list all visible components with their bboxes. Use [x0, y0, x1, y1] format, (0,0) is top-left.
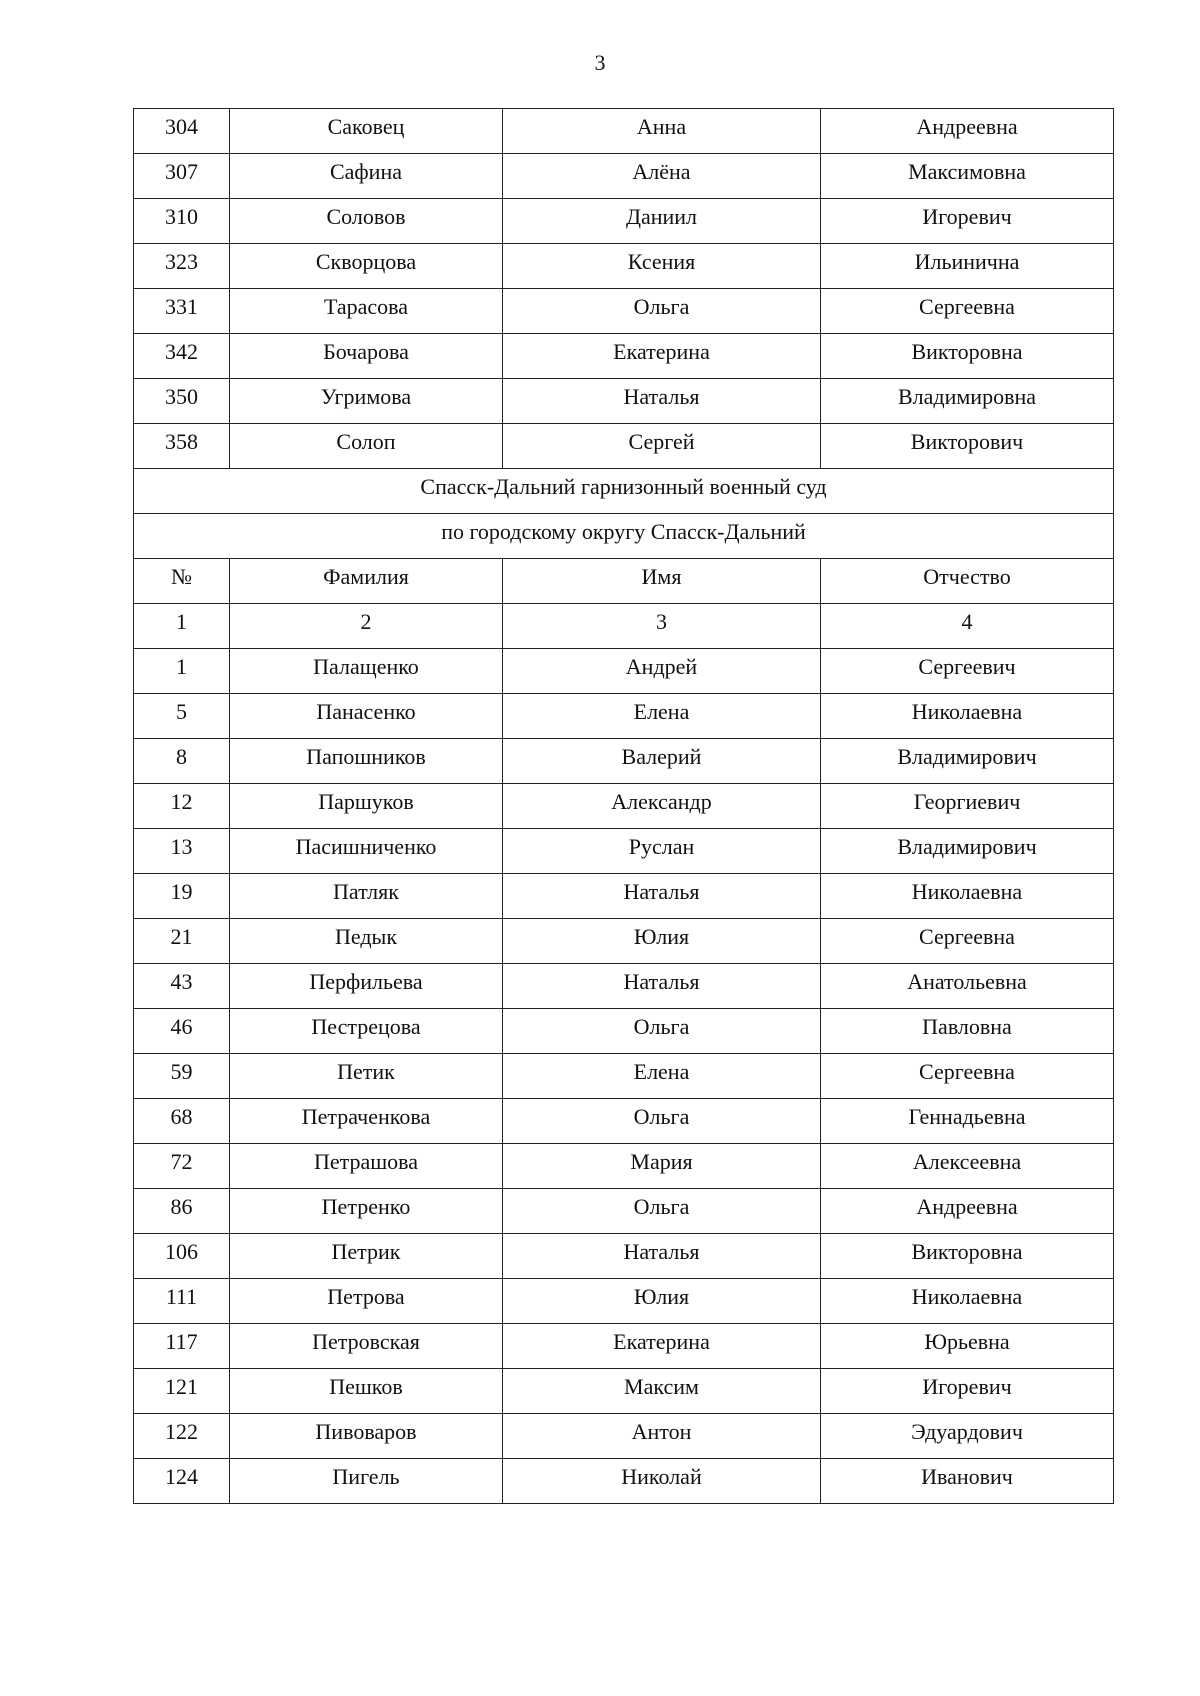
table-row: [134, 829, 1114, 874]
cell-family: Палащенко: [230, 649, 503, 694]
cell-patronymic: Викторовна: [821, 1234, 1114, 1279]
cell-family: Петровская: [230, 1324, 503, 1369]
cell-name: Елена: [503, 1054, 821, 1099]
cell-family: Пасишниченко: [230, 829, 503, 874]
cell-patronymic: Юрьевна: [821, 1324, 1114, 1369]
cell-number: 124: [134, 1459, 230, 1504]
cell-patronymic: Николаевна: [821, 874, 1114, 919]
section-row-2: [134, 514, 1114, 559]
cell-name: Наталья: [503, 964, 821, 1009]
table-row: [134, 379, 1114, 424]
cell-patronymic: Геннадьевна: [821, 1099, 1114, 1144]
cell-name: Анна: [503, 109, 821, 154]
table-row: [134, 1459, 1114, 1504]
cell-family: Скворцова: [230, 244, 503, 289]
cell-name: Ольга: [503, 1099, 821, 1144]
table-row: [134, 334, 1114, 379]
cell-family: Саковец: [230, 109, 503, 154]
cell-family: Пешков: [230, 1369, 503, 1414]
cell-number: 19: [134, 874, 230, 919]
cell-family: Тарасова: [230, 289, 503, 334]
main-rows: [134, 649, 1114, 1504]
section-heading: [134, 469, 1114, 649]
cell-patronymic: Алексеевна: [821, 1144, 1114, 1189]
cell-patronymic: Сергеевна: [821, 919, 1114, 964]
cell-patronymic: Максимовна: [821, 154, 1114, 199]
cell-number: 21: [134, 919, 230, 964]
table-row: [134, 784, 1114, 829]
cell-number: 121: [134, 1369, 230, 1414]
cell-name: Наталья: [503, 874, 821, 919]
cell-number: 8: [134, 739, 230, 784]
cell-number: 304: [134, 109, 230, 154]
cell-family: Соловов: [230, 199, 503, 244]
table-row: [134, 1009, 1114, 1054]
cell-name: Валерий: [503, 739, 821, 784]
table-row: [134, 154, 1114, 199]
juror-list-table: [133, 108, 1114, 1504]
cell-patronymic: Сергеевна: [821, 1054, 1114, 1099]
table-row: [134, 109, 1114, 154]
cell-patronymic: Игоревич: [821, 1369, 1114, 1414]
cell-number: 106: [134, 1234, 230, 1279]
cell-family: Папошников: [230, 739, 503, 784]
header-num: №: [134, 559, 230, 604]
cell-number: 122: [134, 1414, 230, 1459]
cell-patronymic: Иванович: [821, 1459, 1114, 1504]
cell-name: Даниил: [503, 199, 821, 244]
cell-patronymic: Ильинична: [821, 244, 1114, 289]
table-row: [134, 244, 1114, 289]
top-rows: [134, 109, 1114, 469]
cell-patronymic: Анатольевна: [821, 964, 1114, 1009]
cell-number: 358: [134, 424, 230, 469]
cell-name: Ольга: [503, 1009, 821, 1054]
juror-list-table-container: [133, 108, 1113, 1504]
cell-number: 68: [134, 1099, 230, 1144]
cell-patronymic: Игоревич: [821, 199, 1114, 244]
cell-family: Патляк: [230, 874, 503, 919]
cell-number: 72: [134, 1144, 230, 1189]
cell-number: 59: [134, 1054, 230, 1099]
header-patronymic: Отчество: [821, 559, 1114, 604]
cell-number: 310: [134, 199, 230, 244]
cell-family: Сафина: [230, 154, 503, 199]
column-number: 3: [503, 604, 821, 649]
cell-number: 323: [134, 244, 230, 289]
cell-patronymic: Викторовна: [821, 334, 1114, 379]
table-row: [134, 289, 1114, 334]
cell-name: Елена: [503, 694, 821, 739]
table-row: [134, 739, 1114, 784]
cell-patronymic: Николаевна: [821, 694, 1114, 739]
cell-family: Паршуков: [230, 784, 503, 829]
cell-name: Руслан: [503, 829, 821, 874]
cell-patronymic: Сергеевна: [821, 289, 1114, 334]
cell-name: Ксения: [503, 244, 821, 289]
cell-family: Петренко: [230, 1189, 503, 1234]
cell-name: Ольга: [503, 289, 821, 334]
column-number: 1: [134, 604, 230, 649]
cell-number: 5: [134, 694, 230, 739]
cell-family: Петик: [230, 1054, 503, 1099]
cell-family: Петраченкова: [230, 1099, 503, 1144]
table-row: [134, 1234, 1114, 1279]
cell-name: Максим: [503, 1369, 821, 1414]
cell-patronymic: Георгиевич: [821, 784, 1114, 829]
column-number: 2: [230, 604, 503, 649]
cell-patronymic: Владимирович: [821, 739, 1114, 784]
cell-family: Угримова: [230, 379, 503, 424]
header-name: Имя: [503, 559, 821, 604]
cell-family: Петрик: [230, 1234, 503, 1279]
cell-number: 331: [134, 289, 230, 334]
cell-number: 46: [134, 1009, 230, 1054]
cell-patronymic: Андреевна: [821, 109, 1114, 154]
cell-family: Педык: [230, 919, 503, 964]
table-row: [134, 1369, 1114, 1414]
cell-name: Наталья: [503, 1234, 821, 1279]
table-row: [134, 1054, 1114, 1099]
court-district: по городскому округу Спасск-Дальний: [134, 514, 1114, 559]
cell-number: 307: [134, 154, 230, 199]
cell-name: Алёна: [503, 154, 821, 199]
cell-patronymic: Сергеевич: [821, 649, 1114, 694]
header-family: Фамилия: [230, 559, 503, 604]
header-row: [134, 559, 1114, 604]
table-row: [134, 199, 1114, 244]
cell-number: 1: [134, 649, 230, 694]
column-number-row: [134, 604, 1114, 649]
cell-name: Екатерина: [503, 1324, 821, 1369]
table-row: [134, 1279, 1114, 1324]
table-row: [134, 1189, 1114, 1234]
cell-name: Александр: [503, 784, 821, 829]
cell-family: Петрашова: [230, 1144, 503, 1189]
table-row: [134, 424, 1114, 469]
table-row: [134, 874, 1114, 919]
cell-family: Бочарова: [230, 334, 503, 379]
table-row: [134, 1144, 1114, 1189]
cell-name: Екатерина: [503, 334, 821, 379]
column-number: 4: [821, 604, 1114, 649]
cell-family: Пивоваров: [230, 1414, 503, 1459]
cell-name: Ольга: [503, 1189, 821, 1234]
cell-patronymic: Владимировна: [821, 379, 1114, 424]
table-row: [134, 1324, 1114, 1369]
cell-name: Сергей: [503, 424, 821, 469]
table-row: [134, 919, 1114, 964]
cell-patronymic: Эдуардович: [821, 1414, 1114, 1459]
cell-name: Наталья: [503, 379, 821, 424]
cell-number: 342: [134, 334, 230, 379]
cell-number: 13: [134, 829, 230, 874]
cell-family: Солоп: [230, 424, 503, 469]
table-row: [134, 694, 1114, 739]
cell-number: 350: [134, 379, 230, 424]
court-name: Спасск-Дальний гарнизонный военный суд: [134, 469, 1114, 514]
cell-name: Андрей: [503, 649, 821, 694]
table-row: [134, 1099, 1114, 1144]
cell-patronymic: Владимирович: [821, 829, 1114, 874]
table-row: [134, 649, 1114, 694]
section-row-1: [134, 469, 1114, 514]
cell-patronymic: Павловна: [821, 1009, 1114, 1054]
cell-name: Мария: [503, 1144, 821, 1189]
cell-family: Перфильева: [230, 964, 503, 1009]
table-row: [134, 964, 1114, 1009]
cell-name: Юлия: [503, 919, 821, 964]
cell-number: 111: [134, 1279, 230, 1324]
cell-patronymic: Андреевна: [821, 1189, 1114, 1234]
cell-name: Антон: [503, 1414, 821, 1459]
cell-family: Пестрецова: [230, 1009, 503, 1054]
cell-family: Панасенко: [230, 694, 503, 739]
cell-patronymic: Викторович: [821, 424, 1114, 469]
cell-patronymic: Николаевна: [821, 1279, 1114, 1324]
cell-family: Петрова: [230, 1279, 503, 1324]
cell-number: 86: [134, 1189, 230, 1234]
cell-number: 12: [134, 784, 230, 829]
cell-name: Николай: [503, 1459, 821, 1504]
cell-family: Пигель: [230, 1459, 503, 1504]
cell-number: 43: [134, 964, 230, 1009]
cell-name: Юлия: [503, 1279, 821, 1324]
table-row: [134, 1414, 1114, 1459]
page-number: 3: [594, 50, 606, 75]
cell-number: 117: [134, 1324, 230, 1369]
